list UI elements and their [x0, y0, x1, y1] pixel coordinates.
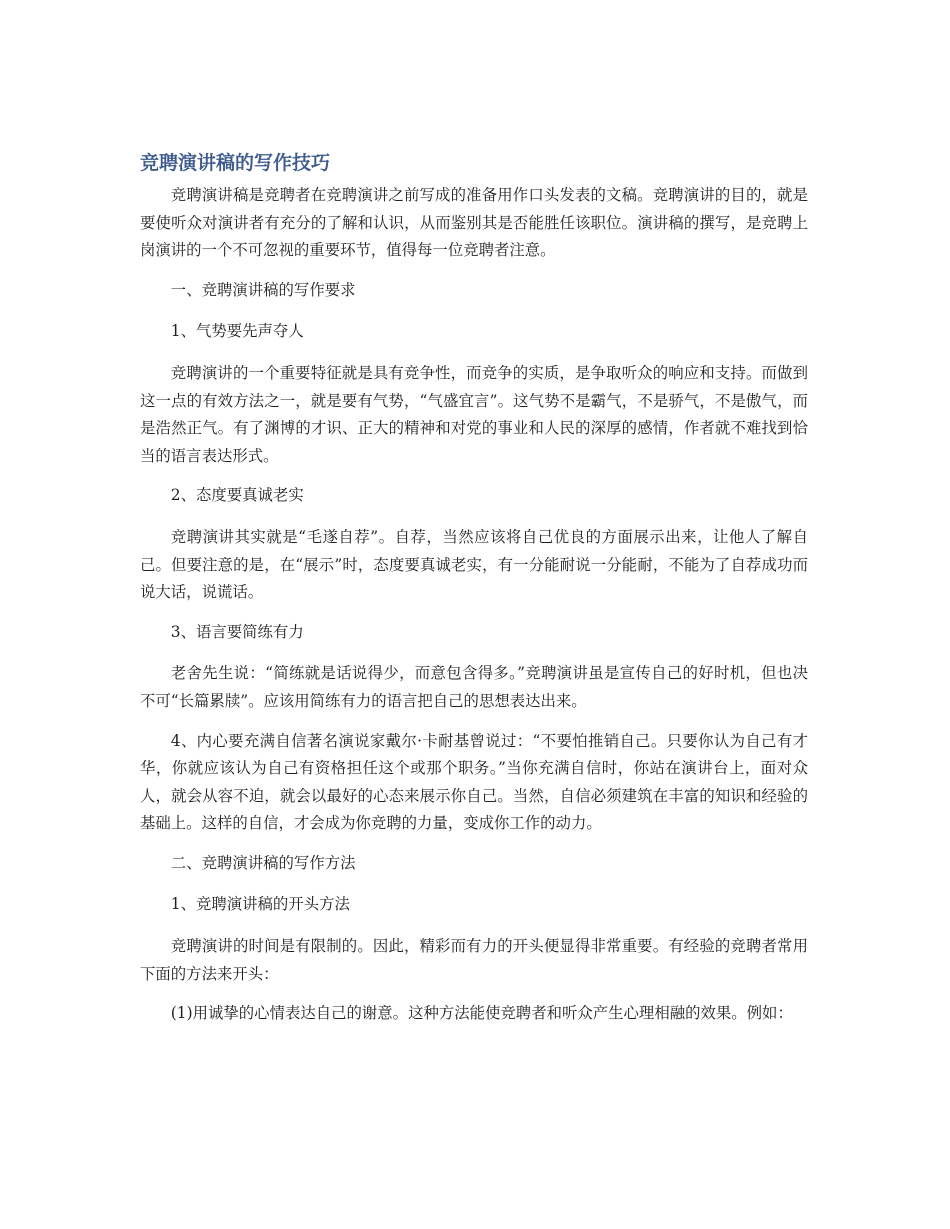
paragraph-concise-language: 老舍先生说：“简练就是话说得少，而意包含得多。”竞聘演讲虽是宣传自己的好时机，但也决不可“长篇累牍”。应该用简练有力的语言把自己的思想表达出来。 — [140, 664, 808, 710]
paragraph-confidence: 4、内心要充满自信著名演说家戴尔·卡耐基曾说过：“不要怕推销自己。只要你认为自己有才华，你就应该认为自己有资格担任这个或那个职务。”当你充满自信时，你站在演讲台上，面对众人，就会从容不迫，就会以最好的心态来展示你自己。当然，自信必须建筑在丰富的知识和经验的基础上。这样的自信，才会成为你竞聘的力量，变成你工作的动力。 — [140, 731, 808, 833]
paragraph-opening-time: 竞聘演讲的时间是有限制的。因此，精彩而有力的开头便显得非常重要。有经验的竞聘者常用下面的方法来开头： — [140, 937, 808, 983]
document-body — [140, 148, 808, 1040]
subheading-concise-language: 3、语言要简练有力 — [170, 622, 304, 641]
paragraph-sincerity: 竞聘演讲其实就是“毛遂自荐”。自荐，当然应该将自己优良的方面展示出来，让他人了解自己。但要注意的是，在“展示”时，态度要真诚老实，有一分能耐说一分能耐，不能为了自荐成功而说大话，说谎话。 — [140, 527, 808, 602]
intro-paragraph: 竞聘演讲稿是竞聘者在竞聘演讲之前写成的准备用作口头发表的文稿。竞聘演讲的目的，就是要使听众对演讲者有充分的了解和认识，从而鉴别其是否能胜任该职位。演讲稿的撰写，是竞聘上岗演讲的一个不可忽视的重要环节，值得每一位竞聘者注意。 — [140, 186, 808, 260]
section-heading-requirements: 一、竞聘演讲稿的写作要求 — [170, 280, 356, 299]
paragraph-gratitude-method: (1)用诚挚的心情表达自己的谢意。这种方法能使竞聘者和听众产生心理相融的效果。例如： — [170, 1004, 793, 1023]
paragraph-momentum: 竞聘演讲的一个重要特征就是具有竞争性，而竞争的实质，是争取听众的响应和支持。而做到这一点的有效方法之一，就是要有气势，“气盛宜言”。这气势不是霸气，不是骄气，不是傲气，而是浩然正气。有了渊博的才识、正大的精神和对党的事业和人民的深厚的感情，作者就不难找到恰当的语言表达形式。 — [140, 363, 808, 465]
subheading-opening-methods: 1、竞聘演讲稿的开头方法 — [170, 895, 350, 914]
document-title: 竞聘演讲稿的写作技巧 — [140, 152, 331, 174]
subheading-momentum: 1、气势要先声夺人 — [170, 322, 304, 341]
subheading-sincerity: 2、态度要真诚老实 — [170, 486, 304, 505]
section-heading-methods: 二、竞聘演讲稿的写作方法 — [170, 853, 356, 872]
